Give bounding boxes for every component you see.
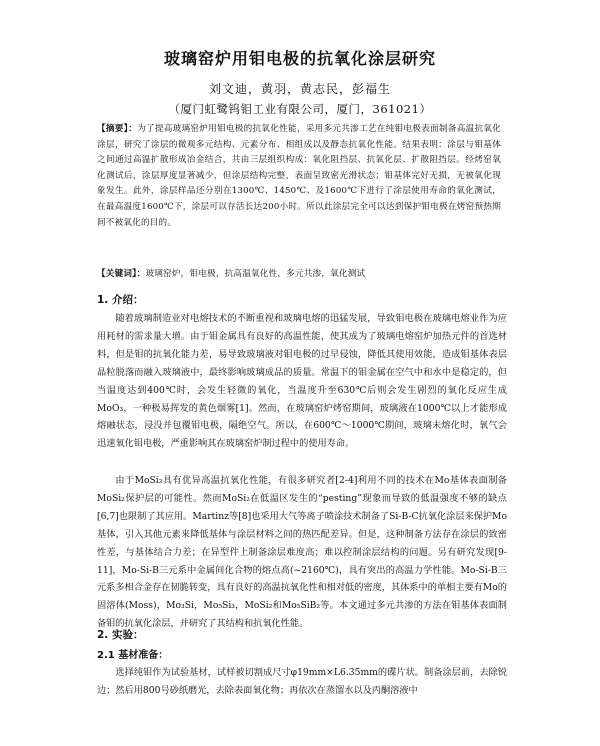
experiment-paragraph-1: 选择纯钼作为试验基材，试样被切割成尺寸φ19mm×L6.35mm的碟片状。制备涂层前，去除锐边；然后用800号砂纸磨光，去除表面氧化物；再依次在蒸馏水以及丙酮溶液中: [97, 667, 507, 696]
intro-paragraph-2: 由于MoSi₂具有优异高温抗氧化性能，有很多研究者[2-4]利用不同的技术在Mo基体表面制备MoSi₂保护层的可能性。然而MoSi₂在低温区发生的“pesting”现象而导致的低温强度不够的缺点[6,7]也限制了其应用。Martinz等[8]也采用大气等离子喷涂技术制备了Si-B-C抗氧化涂层来保护Mo基体，引入其他元素来降低基体与涂层材料之间的热匹配差异。但是，这种制备方法存在涂层的致密性差，与基体结合力差；在异型件上制备涂层难度高；难以控制涂层结构的问题。另有研究发现[9-11]，Mo-Si-B三元系中金属间化合物的熔点高(~2160℃)，具有突出的高温力学性能。Mo-Si-B三元系多相合金存在韧脆转变，具有良好的高温抗氧化性和相对低的密度，其体系中的单相主要有Mo的固溶体(Moss)，Mo₃Si，Mo₅Si₃，MoSi₂和Mo₅SiB₂等。本文通过多元共渗的方法在钼基体表面制备钼的抗氧化涂层，并研究了其结构和抗氧化性能。: [97, 475, 507, 630]
section-2-heading: 2. 实验：: [97, 629, 144, 641]
paper-title: 玻璃窑炉用钼电极的抗氧化涂层研究: [163, 49, 436, 68]
abstract-block: [97, 122, 501, 231]
keywords-text: 玻璃窑炉，钼电极，抗高温氧化性，多元共渗，氧化测试: [145, 269, 366, 279]
section-2-1-heading: 2.1 基材准备：: [97, 650, 169, 661]
keywords-label: 【关键词】：: [97, 269, 146, 279]
abstract-label: 【摘要】：: [97, 124, 138, 134]
section-1-heading: 1. 介绍：: [97, 294, 144, 306]
paper-affiliation: （厦门虹鹭钨钼工业有限公司，厦门，361021）: [168, 102, 432, 116]
abstract-text: 为了提高玻璃窑炉用钼电极的抗氧化性能，采用多元共渗工艺在纯钼电极表面制备高温抗氧化涂层，研究了涂层的微观多元结构、元素分布、相组成以及静态抗氧化性能。结果表明：涂层与钼基体之间通过高温扩散形成冶金结合，共由三层组织构成：氧化阻挡层、抗氧化层、扩散阻挡层。经烤窑氧化测试后，涂层厚度显著减少，但涂层结构完整，表面呈致密光滑状态；钼基体完好无损，无被氧化现象发生。此外，涂层样品还分别在1300℃、1450℃、及1600℃下进行了涂层使用寿命的氧化测试，在最高温度1600℃下，涂层可以存活长达200小时。所以此涂层完全可以达到保护钼电极在烤窑预热期间不被氧化的目的。: [97, 124, 502, 228]
intro-paragraph-1: 随着玻璃制造业对电熔技术的不断重视和玻璃电熔的迅猛发展，导致钼电极在玻璃电熔业作为应用耗材的需求量大增。由于钼金属具有良好的高温性能，使其成为了玻璃电熔窑炉加热元件的首选材料，但是钼的抗氧化能力差，易导致玻璃液对钼电极的过早侵蚀，降低其使用效能，造成钼基体表层晶粒脱落而融入玻璃液中，最终影响玻璃成品的质量。常温下的钼金属在空气中和水中是稳定的，但当温度达到400℃时，会发生轻微的氧化，当温度升至630℃后则会发生剧烈的氧化反应生成MoO₃，一种极易挥发的黄色烟雾[1]。然而，在玻璃窑炉烤窑期间，玻璃液在1000℃以上才能形成熔融状态，浸没并包覆钼电极，隔绝空气。所以，在600℃～1000℃期间，玻璃未熔化时，氧气会迅速氧化钼电极，严重影响其在玻璃窑炉制过程中的使用寿命。: [97, 313, 507, 450]
keywords-block: [97, 267, 501, 279]
paper-authors: 刘文迪，黄羽，黄志民，彭福生: [208, 82, 391, 96]
